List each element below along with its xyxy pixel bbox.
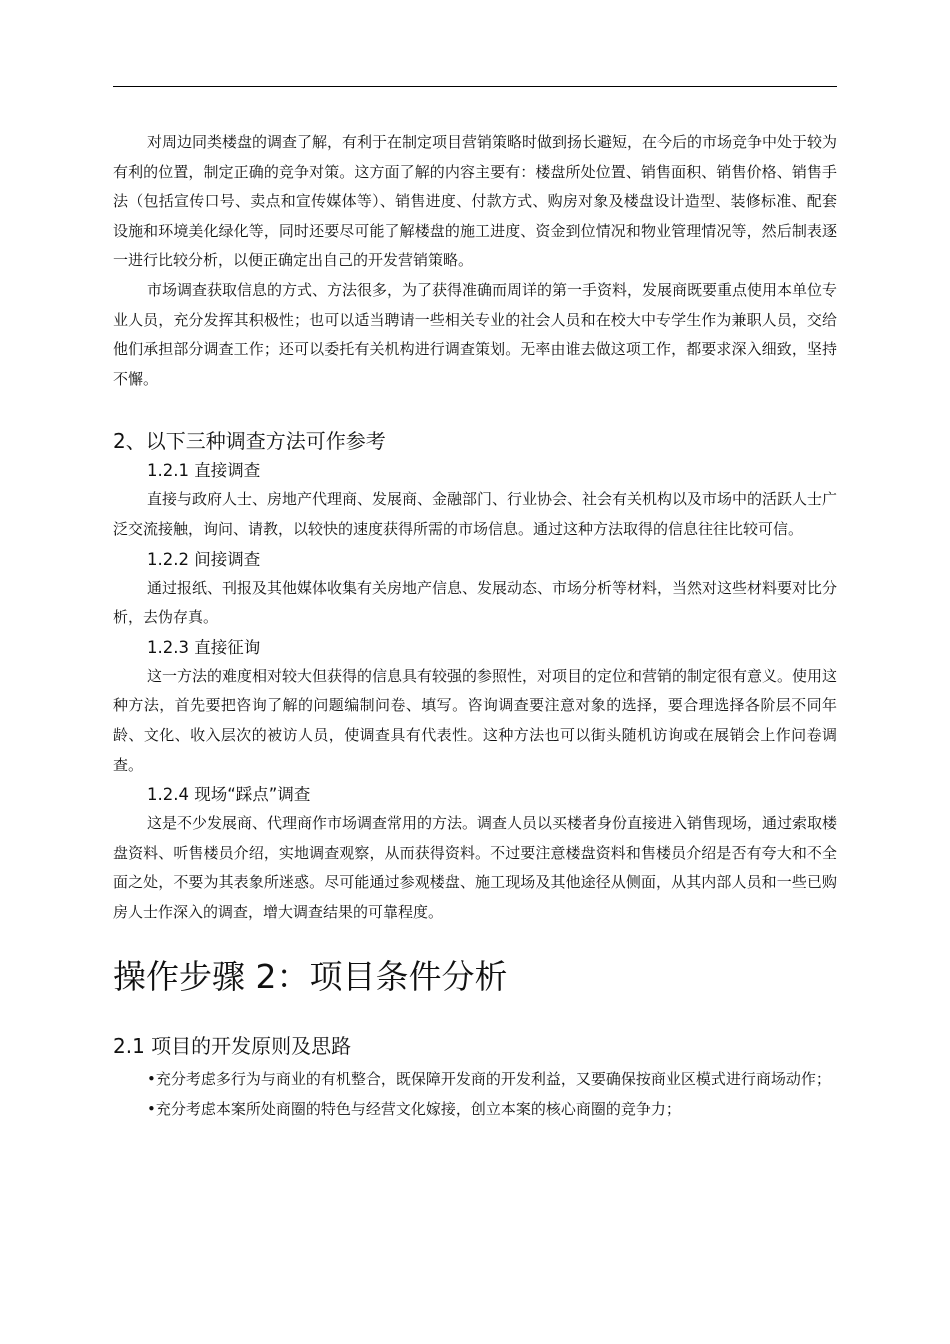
bullet-item-2: •充分考虑本案所处商圈的特色与经营文化嫁接，创立本案的核心商圈的竞争力； [147,1100,681,1119]
intro-paragraph-2: 市场调查获取信息的方式、方法很多，为了获得准确而周详的第一手资料，发展商既要重点使用本单位专业人员，充分发挥其积极性；也可以适当聘请一些相关专业的社会人员和在校大中专学生作为兼职人员，交给他们承担部分调查工作；还可以委托有关机构进行调查策划。无率由谁去做这项工作，都要求深入细致，坚持不懈。 [113,280,838,388]
subsection-text-indirect-survey: 通过报纸、刊报及其他媒体收集有关房地产信息、发展动态、市场分析等材料，当然对这些材料要对比分析，去伪存真。 [113,578,838,627]
subsection-text-direct-survey: 直接与政府人士、房地产代理商、发展商、金融部门、行业协会、社会有关机构以及市场中的活跃人士广泛交流接触，询问、请教，以较快的速度获得所需的市场信息。通过这种方法取得的信息往往比较可信。 [113,490,838,538]
step-2-title: 操作步骤 2：项目条件分析 [113,957,508,997]
subsection-text-direct-inquiry: 这一方法的难度相对较大但获得的信息具有较强的参照性，对项目的定位和营销的制定很有意义。使用这种方法，首先要把咨询了解的问题编制问卷、填写。咨询调查要注意对象的选择，要合理选择各阶层不同年龄、文化、收入层次的被访人员，使调查具有代表性。这种方法也可以街头随机访询或在展销会上作问卷调查。 [113,666,838,774]
section-2-heading: 2、以下三种调查方法可作参考 [113,429,386,454]
subsection-heading-indirect-survey: 1.2.2 间接调查 [147,549,261,569]
subsection-text-site-visit: 这是不少发展商、代理商作市场调查常用的方法。调查人员以买楼者身份直接进入销售现场，通过索取楼盘资料、听售楼员介绍，实地调查观察，从而获得资料。不过要注意楼盘资料和售楼员介绍是否有夸大和不全面之处，不要为其表象所迷惑。尽可能通过参观楼盘、施工现场及其他途径从侧面，从其内部人员和一些已购房人士作深入的调查，增大调查结果的可靠程度。 [113,814,838,921]
document-body [113,128,837,1125]
subsection-heading-site-visit: 1.2.4 现场“踩点”调查 [147,785,311,805]
subsection-heading-direct-inquiry: 1.2.3 直接征询 [147,637,261,657]
subsection-heading-direct-survey: 1.2.1 直接调查 [147,461,261,481]
step-2-sub-heading: 2.1 项目的开发原则及思路 [113,1034,352,1059]
header-rule [113,86,837,87]
intro-paragraph-1: 对周边同类楼盘的调查了解，有利于在制定项目营销策略时做到扬长避短，在今后的市场竞争中处于较为有利的位置，制定正确的竞争对策。这方面了解的内容主要有：楼盘所处位置、销售面积、销售价格、销售手法（包括宣传口号、卖点和宣传媒体等）、销售进度、付款方式、购房对象及楼盘设计造型、装修标准、配套设施和环境美化绿化等，同时还要尽可能了解楼盘的施工进度、资金到位情况和物业管理情况等，然后制表逐一进行比较分析，以便正确定出自己的开发营销策略。 [113,133,838,270]
bullet-item-1: •充分考虑多行为与商业的有机整合，既保障开发商的开发利益，又要确保按商业区模式进行商场动作； [147,1070,831,1089]
